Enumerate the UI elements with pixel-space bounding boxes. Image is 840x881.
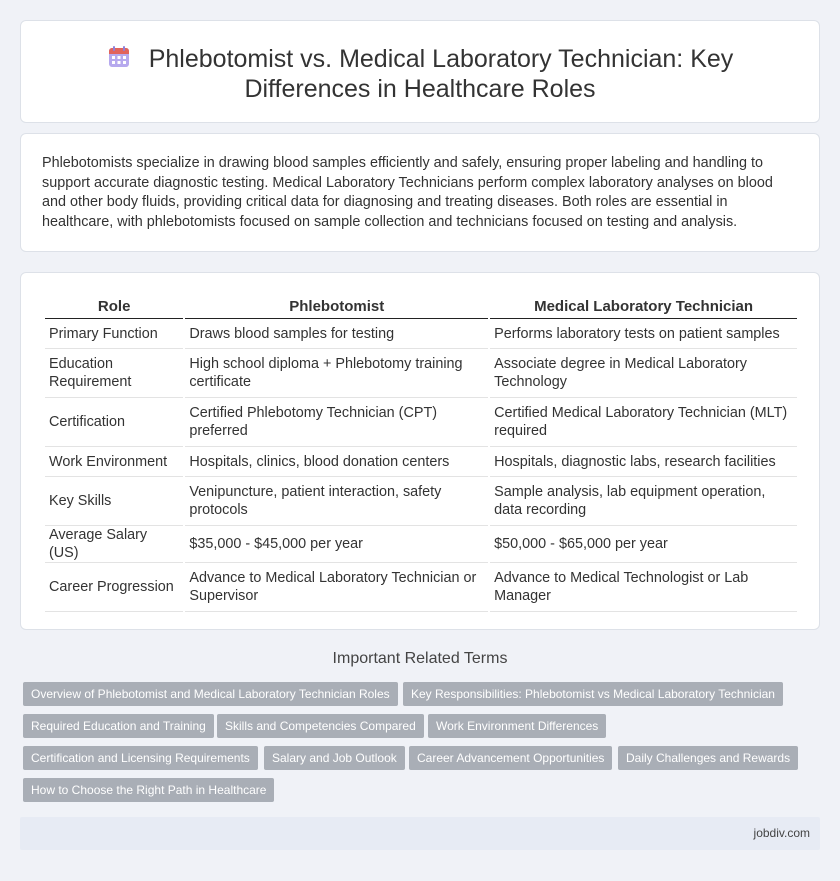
related-tag-career[interactable]: Career Advancement Opportunities: [409, 746, 612, 770]
header-phlebotomist: Phlebotomist: [185, 295, 488, 319]
related-tag-challenges[interactable]: Daily Challenges and Rewards: [618, 746, 798, 770]
row-label: Education Requirement: [45, 349, 183, 398]
table-header-row: [45, 295, 797, 319]
page-title-wrap: [51, 44, 789, 104]
phlebotomist-cell: High school diploma + Phlebotomy training certificate: [185, 349, 488, 398]
related-tag-education[interactable]: Required Education and Training: [23, 714, 214, 738]
mlt-cell: Certified Medical Laboratory Technician (MLT) required: [490, 398, 797, 447]
mlt-cell: $50,000 - $65,000 per year: [490, 526, 797, 563]
table-row: [45, 319, 797, 349]
related-tag-responsibilities[interactable]: Key Responsibilities: Phlebotomist vs Medical Laboratory Technician: [403, 682, 783, 706]
related-tag-overview[interactable]: Overview of Phlebotomist and Medical Laboratory Technician Roles: [23, 682, 398, 706]
related-tag-salary[interactable]: Salary and Job Outlook: [264, 746, 405, 770]
footer-site-link[interactable]: jobdiv.com: [753, 826, 810, 840]
header-mlt: Medical Laboratory Technician: [490, 295, 797, 319]
row-label: Primary Function: [45, 319, 183, 349]
mlt-cell: Performs laboratory tests on patient samples: [490, 319, 797, 349]
related-tag-skills[interactable]: Skills and Competencies Compared: [217, 714, 424, 738]
comparison-table-card: [20, 272, 820, 630]
table-row: [45, 477, 797, 526]
mlt-cell: Advance to Medical Technologist or Lab Manager: [490, 563, 797, 612]
row-label: Key Skills: [45, 477, 183, 526]
phlebotomist-cell: Hospitals, clinics, blood donation centers: [185, 447, 488, 477]
phlebotomist-cell: $35,000 - $45,000 per year: [185, 526, 488, 563]
row-label: Career Progression: [45, 563, 183, 612]
related-terms-heading: Important Related Terms: [332, 650, 508, 667]
table-row: [45, 447, 797, 477]
intro-paragraph: Phlebotomists specialize in drawing blood samples efficiently and safely, ensuring proper labeling and handling to support accurate diagnostic testing. Medical Laboratory Technicians perform complex laboratory analyses on blood and other body fluids, providing critical data for diagnosing and treating diseases. Both roles are essential in healthcare, with phlebotomists focused on sample collection and technicians focused on testing and analysis.: [42, 155, 773, 230]
phlebotomist-cell: Draws blood samples for testing: [185, 319, 488, 349]
calendar-icon: [107, 45, 131, 69]
row-label: Work Environment: [45, 447, 183, 477]
phlebotomist-cell: Advance to Medical Laboratory Technician or Supervisor: [185, 563, 488, 612]
page-title: Phlebotomist vs. Medical Laboratory Technician: Key Differences in Healthcare Roles: [148, 45, 734, 103]
related-tag-choose-path[interactable]: How to Choose the Right Path in Healthcare: [23, 778, 274, 802]
table-row: [45, 526, 797, 563]
mlt-cell: Sample analysis, lab equipment operation, data recording: [490, 477, 797, 526]
related-tag-certification[interactable]: Certification and Licensing Requirements: [23, 746, 258, 770]
footer: [20, 817, 820, 850]
phlebotomist-cell: Certified Phlebotomy Technician (CPT) preferred: [185, 398, 488, 447]
row-label: Certification: [45, 398, 183, 447]
header-role: Role: [45, 295, 183, 319]
table-row: [45, 349, 797, 398]
comparison-table: [43, 295, 799, 612]
table-row: [45, 563, 797, 612]
mlt-cell: Associate degree in Medical Laboratory Technology: [490, 349, 797, 398]
related-tag-work-environment[interactable]: Work Environment Differences: [428, 714, 606, 738]
intro-card: [20, 133, 820, 252]
phlebotomist-cell: Venipuncture, patient interaction, safety protocols: [185, 477, 488, 526]
table-row: [45, 398, 797, 447]
row-label: Average Salary (US): [45, 526, 183, 563]
mlt-cell: Hospitals, diagnostic labs, research facilities: [490, 447, 797, 477]
title-card: [20, 20, 820, 123]
